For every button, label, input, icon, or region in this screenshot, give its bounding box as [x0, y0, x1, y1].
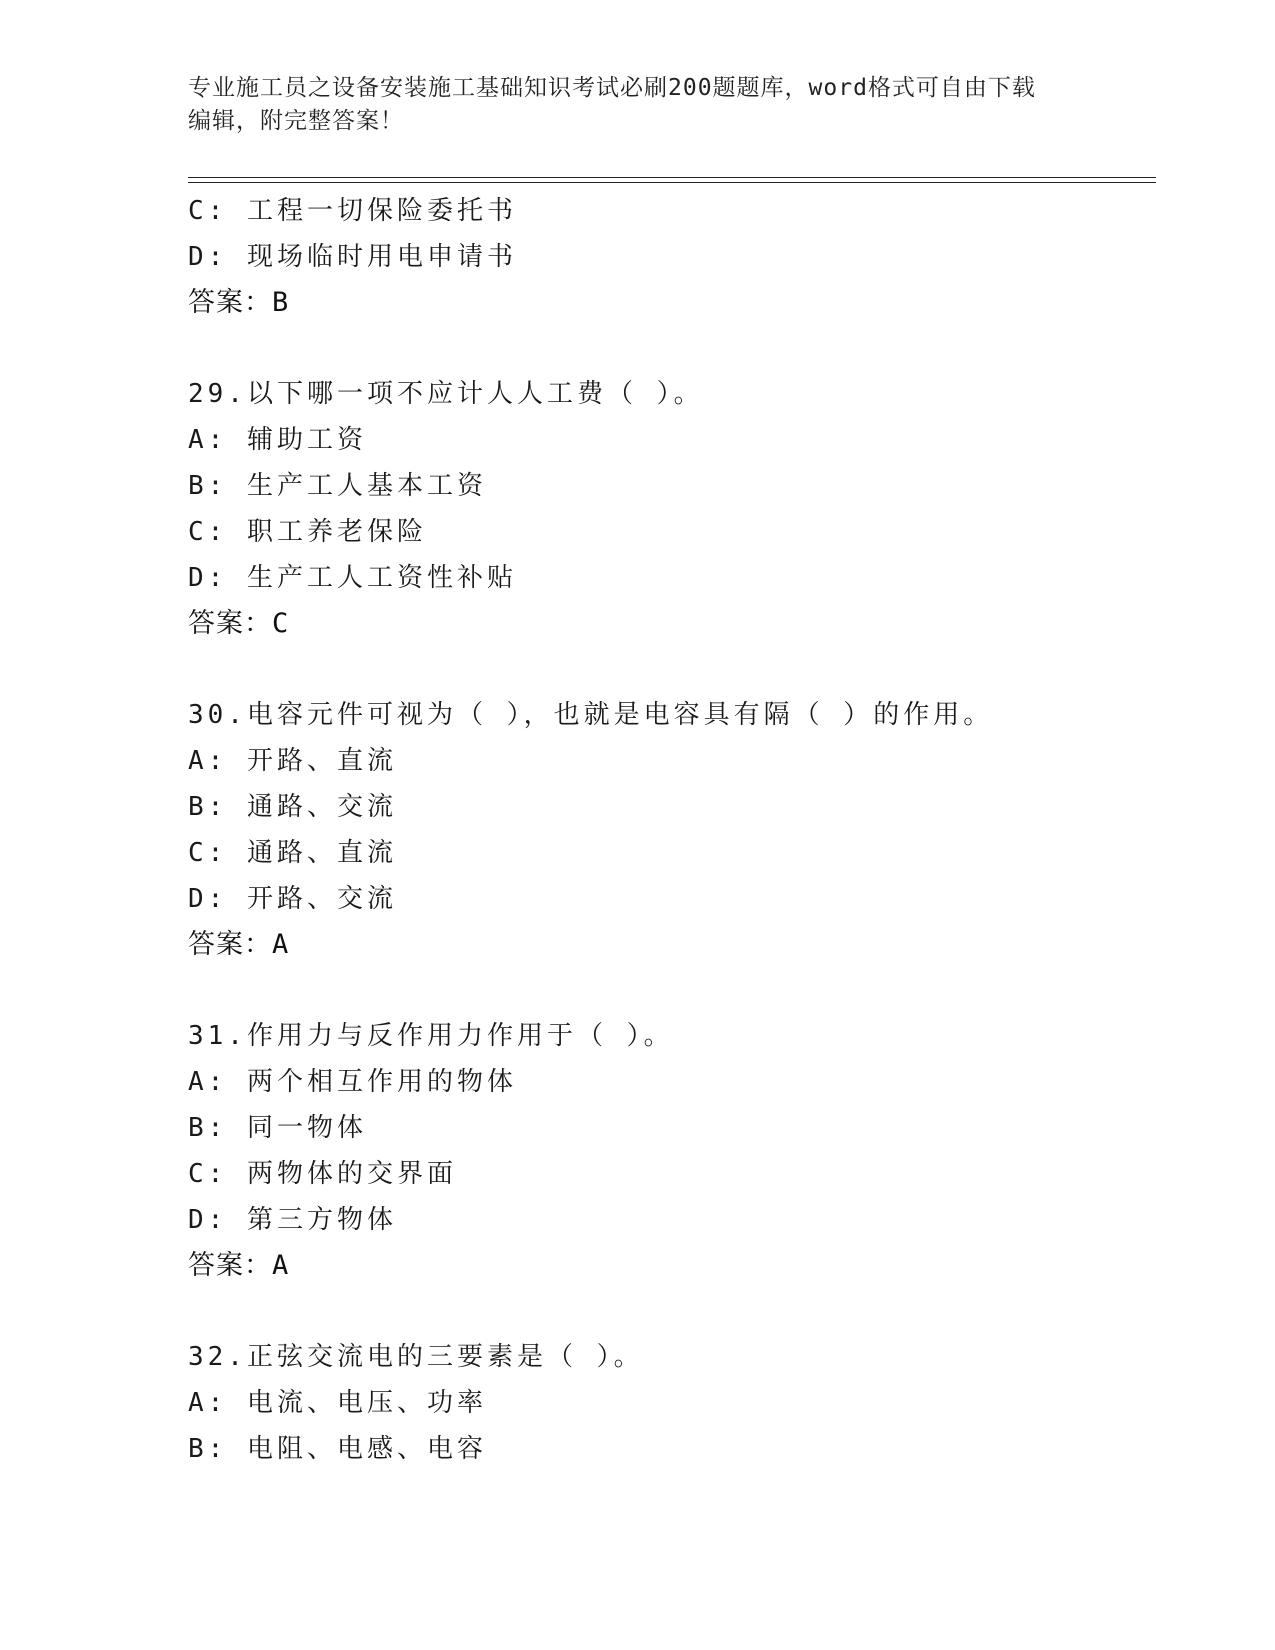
- answer-value: B: [272, 287, 290, 318]
- spacer: [188, 968, 1148, 1013]
- answer-line: [188, 601, 1148, 647]
- question-31: [188, 1013, 1148, 1289]
- document-header: [188, 72, 1088, 138]
- question-stem: [188, 371, 1148, 417]
- option-text: 同一物体: [246, 1113, 367, 1143]
- option-b: [188, 463, 1148, 509]
- option-key: B:: [188, 792, 228, 822]
- option-key: B:: [188, 471, 228, 501]
- answer-label: 答案：: [188, 1250, 272, 1281]
- option-a: [188, 738, 1148, 784]
- question-number: 30.: [188, 700, 247, 730]
- answer-line: [188, 280, 1148, 326]
- question-number: 32.: [188, 1342, 247, 1372]
- option-key: C:: [188, 838, 228, 868]
- question-stem: [188, 692, 1148, 738]
- option-b: [188, 1105, 1148, 1151]
- answer-line: [188, 1243, 1148, 1289]
- option-text: 电流、电压、功率: [246, 1388, 487, 1418]
- question-text: 电容元件可视为（ ），也就是电容具有隔（ ）的作用。: [246, 700, 994, 730]
- header-rule-bottom: [188, 182, 1156, 183]
- document-content: [188, 188, 1148, 1472]
- option-text: 开路、直流: [246, 746, 397, 776]
- option-text: 通路、交流: [246, 792, 397, 822]
- option-a: [188, 417, 1148, 463]
- question-30: [188, 692, 1148, 968]
- option-text: 生产工人工资性补贴: [246, 563, 517, 593]
- spacer: [188, 1289, 1148, 1334]
- option-b: [188, 1426, 1148, 1472]
- option-key: D:: [188, 563, 228, 593]
- option-text: 开路、交流: [246, 884, 397, 914]
- answer-label: 答案：: [188, 608, 272, 639]
- option-a: [188, 1380, 1148, 1426]
- option-text: 两物体的交界面: [246, 1159, 457, 1189]
- answer-value: A: [272, 929, 290, 960]
- option-text: 第三方物体: [246, 1205, 397, 1235]
- option-key: B:: [188, 1113, 228, 1143]
- option-key: B:: [188, 1434, 228, 1464]
- option-text: 两个相互作用的物体: [246, 1067, 517, 1097]
- option-c: [188, 830, 1148, 876]
- question-number: 29.: [188, 379, 247, 409]
- question-stem: [188, 1013, 1148, 1059]
- option-key: A:: [188, 425, 228, 455]
- option-d: [188, 555, 1148, 601]
- question-stem: [188, 1334, 1148, 1380]
- option-text: 辅助工资: [246, 425, 367, 455]
- question-29: [188, 371, 1148, 647]
- option-text: 通路、直流: [246, 838, 397, 868]
- option-text: 电阻、电感、电容: [246, 1434, 487, 1464]
- question-number: 31.: [188, 1021, 247, 1051]
- option-key: A:: [188, 1067, 228, 1097]
- option-text: 职工养老保险: [246, 517, 427, 547]
- option-b: [188, 784, 1148, 830]
- option-d: [188, 234, 1148, 280]
- option-text: 现场临时用电申请书: [246, 242, 517, 272]
- option-c: [188, 1151, 1148, 1197]
- answer-line: [188, 922, 1148, 968]
- option-key: D:: [188, 884, 228, 914]
- question-28-continued: [188, 188, 1148, 326]
- option-c: [188, 509, 1148, 555]
- option-text: 工程一切保险委托书: [246, 196, 517, 226]
- question-text: 正弦交流电的三要素是（ ）。: [246, 1342, 644, 1372]
- header-line-2: 编辑，附完整答案！: [188, 108, 404, 134]
- option-a: [188, 1059, 1148, 1105]
- header-line-1: 专业施工员之设备安装施工基础知识考试必刷200题题库，word格式可自由下载: [188, 75, 1036, 101]
- option-d: [188, 1197, 1148, 1243]
- header-rule-top: [188, 177, 1156, 178]
- answer-label: 答案：: [188, 287, 272, 318]
- question-32: [188, 1334, 1148, 1472]
- option-c: [188, 188, 1148, 234]
- option-d: [188, 876, 1148, 922]
- option-key: D:: [188, 242, 228, 272]
- option-text: 生产工人基本工资: [246, 471, 487, 501]
- option-key: A:: [188, 1388, 228, 1418]
- answer-value: C: [272, 608, 290, 639]
- answer-value: A: [272, 1250, 290, 1281]
- question-text: 作用力与反作用力作用于（ ）。: [246, 1021, 674, 1051]
- option-key: C:: [188, 1159, 228, 1189]
- spacer: [188, 647, 1148, 692]
- option-key: C:: [188, 517, 228, 547]
- answer-label: 答案：: [188, 929, 272, 960]
- option-key: D:: [188, 1205, 228, 1235]
- option-key: C:: [188, 196, 228, 226]
- option-key: A:: [188, 746, 228, 776]
- spacer: [188, 326, 1148, 371]
- question-text: 以下哪一项不应计人人工费（ ）。: [246, 379, 704, 409]
